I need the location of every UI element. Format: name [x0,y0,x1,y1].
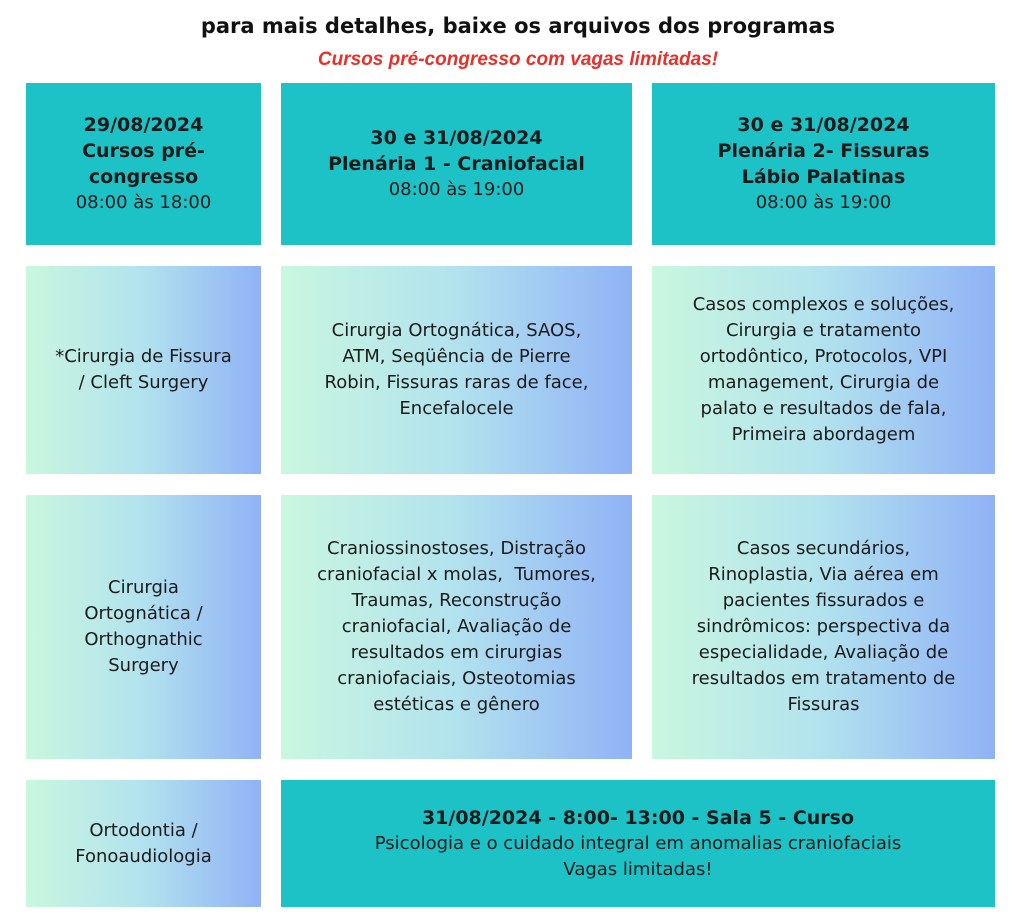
column-date: 29/08/2024 [83,114,204,136]
topic-line: Rinoplastia, Via aérea em [708,564,939,585]
topics-cleft-plenaria-1 [281,266,632,474]
row-label-line: Cirurgia [108,577,179,598]
row-label-line: Ortognática / [84,603,203,624]
topic-line: ATM, Seqüência de Pierre [342,346,571,367]
topic-line: craniofacial x molas, Tumores, [317,564,596,585]
row-label-line: *Cirurgia de Fissura [55,346,232,367]
column-title-line: Lábio Palatinas [741,166,906,188]
topic-line: Traumas, Reconstrução [351,590,562,611]
topic-line: especialidade, Avaliação de [698,642,949,663]
topic-line: craniofaciais, Osteotomias [337,668,576,689]
topic-line: Cirurgia Ortognática, SAOS, [331,320,582,341]
column-time: 08:00 às 19:00 [755,192,892,213]
row-label-line: Surgery [108,655,179,676]
topic-line: Cirurgia e tratamento [725,320,922,341]
row-label-orthognathic-surgery [26,495,261,759]
topic-line: palato e resultados de fala, [700,398,947,419]
topic-line: sindrômicos: perspectiva da [696,616,951,637]
course-block [281,780,995,907]
row-label-cleft-surgery [26,266,261,474]
column-title-line: Cursos pré- [82,140,205,162]
column-header-pre-congress [26,83,261,245]
column-date: 30 e 31/08/2024 [370,127,543,149]
course-title: 31/08/2024 - 8:00- 13:00 - Sala 5 - Curso [421,806,855,829]
topic-line: Encefalocele [399,398,514,419]
column-title-line: Plenária 1 - Craniofacial [328,153,585,175]
topic-line: resultados em tratamento de [691,668,956,689]
topic-line: management, Cirurgia de [707,372,940,393]
column-header-plenaria-1 [281,83,632,245]
topic-line: ortodôntico, Protocolos, VPI [699,346,948,367]
column-date: 30 e 31/08/2024 [737,114,910,136]
topics-orthognathic-plenaria-1 [281,495,632,759]
limited-seats-notice: Cursos pré-congresso com vagas limitadas! [317,49,719,70]
column-title-line: congresso [88,166,199,188]
row-label-line: Fonoaudiologia [75,845,212,867]
topic-line: Primeira abordagem [731,424,916,445]
topic-line: pacientes fissurados e [722,590,925,611]
topics-orthognathic-plenaria-2 [652,495,995,759]
column-title-line: Plenária 2- Fissuras [717,140,930,162]
topic-line: resultados em cirurgias [350,642,563,663]
column-time: 08:00 às 18:00 [75,192,212,213]
row-label-line: / Cleft Surgery [78,372,209,393]
topic-line: craniofacial, Avaliação de [341,616,572,637]
row-label-orthodontics-speech [26,780,261,907]
topic-line: Robin, Fissuras raras de face, [324,372,589,393]
page-title: para mais detalhes, baixe os arquivos dos programas [200,14,836,38]
row-label-line: Orthognathic [84,629,203,650]
column-time: 08:00 às 19:00 [388,179,525,200]
course-note: Vagas limitadas! [563,858,713,880]
topic-line: Casos complexos e soluções, [692,294,955,315]
topic-line: Casos secundários, [736,538,911,559]
topic-line: Craniossinostoses, Distração [327,538,586,559]
column-header-plenaria-2 [652,83,995,245]
topics-cleft-plenaria-2 [652,266,995,474]
row-label-line: Ortodontia / [89,819,198,841]
course-description: Psicologia e o cuidado integral em anomalias craniofaciais [374,832,902,854]
topic-line: estéticas e gênero [373,694,540,715]
topic-line: Fissuras [787,694,860,715]
